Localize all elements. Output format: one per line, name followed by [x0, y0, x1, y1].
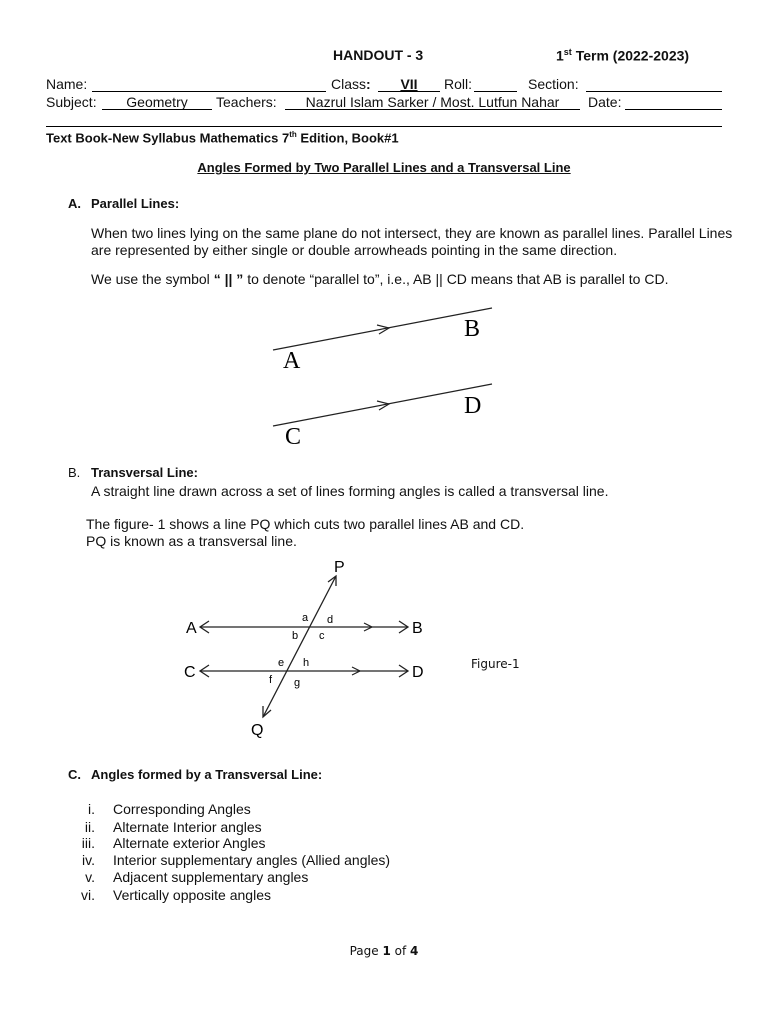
angle-e: e [278, 657, 285, 669]
class-underline [378, 91, 440, 92]
date-label: Date: [588, 94, 622, 110]
label-b: B [412, 620, 423, 637]
list-item-number: v. [85, 869, 95, 885]
line-cd [273, 384, 492, 426]
section-b-heading: Transversal Line: [91, 465, 198, 480]
list-item-text: Vertically opposite angles [113, 887, 271, 903]
list-item-number: iv. [82, 852, 95, 868]
subject-value: Geometry [126, 94, 188, 110]
section-a-heading: Parallel Lines: [91, 196, 180, 211]
list-item-text: Alternate exterior Angles [113, 835, 266, 851]
roll-label: Roll: [444, 76, 473, 92]
teachers-label: Teachers: [216, 94, 277, 110]
page-number [0, 944, 768, 958]
section-field[interactable] [586, 91, 722, 92]
label-c: C [184, 664, 196, 681]
parallel-symbol: “ || ” [213, 271, 244, 287]
label-d: D [464, 393, 482, 419]
line-ab [273, 308, 492, 350]
list-item-text: Corresponding Angles [113, 801, 251, 817]
angle-c: c [319, 630, 325, 642]
list-item-number: iii. [81, 835, 95, 851]
section-a-para2 [91, 271, 668, 287]
label-p: P [334, 559, 345, 576]
term-text: Term (2022-2023) [571, 47, 690, 64]
textbook-prefix: Text Book-New Syllabus Mathematics 7 [46, 130, 290, 146]
section-b-para-line1: The figure- 1 shows a line PQ which cuts two parallel lines AB and CD. [86, 516, 525, 532]
section-a-para1-line2: are represented by either single or double arrowheads pointing in the same direction. [91, 242, 618, 258]
list-item [65, 819, 262, 835]
page-of: of [390, 944, 411, 958]
handout-title: HANDOUT - 3 [333, 47, 424, 63]
list-item-text: Alternate Interior angles [113, 819, 262, 835]
list-item [65, 852, 390, 868]
list-item-number: ii. [84, 819, 95, 835]
angle-f: f [269, 674, 273, 686]
list-item [65, 835, 266, 851]
subject-underline [102, 109, 212, 110]
list-item [65, 801, 251, 817]
teachers-value: Nazrul Islam Sarker / Most. Lutfun Nahar [305, 94, 560, 110]
list-item-number: i. [88, 801, 95, 817]
figure-caption: Figure-1 [471, 657, 520, 671]
header-divider [46, 126, 722, 127]
list-item-number: vi. [81, 887, 95, 903]
name-label: Name: [46, 76, 88, 92]
label-d: D [412, 664, 424, 681]
label-b: B [464, 316, 481, 342]
class-value: VII [400, 76, 418, 92]
name-field[interactable] [92, 91, 326, 92]
roll-field[interactable] [474, 91, 517, 92]
arrowhead-q [263, 706, 271, 717]
section-a-para1-line1: When two lines lying on the same plane do not intersect, they are known as parallel lines. Parallel Lines [91, 225, 733, 241]
date-field[interactable] [625, 109, 722, 110]
angle-g: g [294, 677, 301, 689]
angle-b: b [292, 630, 299, 642]
term-number: 1 [556, 47, 564, 64]
section-c-marker: C. [68, 767, 81, 782]
page-current: 1 [382, 944, 391, 958]
label-a: A [186, 620, 197, 637]
subject-label: Subject: [46, 94, 97, 110]
term-label [556, 47, 689, 64]
angle-d: d [327, 614, 334, 626]
angle-a: a [302, 612, 309, 624]
list-item [65, 869, 308, 885]
class-colon: : [366, 76, 371, 92]
class-label [331, 76, 371, 92]
section-b-para-line2: PQ is known as a transversal line. [86, 533, 297, 549]
page-prefix: Page [349, 944, 383, 958]
teachers-underline [285, 109, 580, 110]
textbook-reference [46, 130, 399, 145]
angle-h: h [303, 657, 310, 669]
class-label-text: Class [331, 76, 367, 92]
para2-pre: We use the symbol [91, 271, 214, 287]
list-item-text: Adjacent supplementary angles [113, 869, 309, 885]
textbook-superscript: th [289, 130, 297, 139]
transversal-figure [180, 555, 440, 740]
section-a-marker: A. [68, 196, 81, 211]
term-superscript: st [563, 47, 572, 57]
label-q: Q [251, 722, 264, 739]
section-b-marker: B. [68, 465, 81, 480]
list-item-text: Interior supplementary angles (Allied angles) [113, 852, 391, 868]
para2-post: to denote “parallel to”, i.e., AB || CD means that AB is parallel to CD. [243, 271, 669, 287]
label-c: C [285, 424, 302, 450]
section-c-heading: Angles formed by a Transversal Line: [91, 767, 323, 782]
transversal-pq [263, 576, 336, 717]
section-label: Section: [528, 76, 579, 92]
parallel-lines-figure [265, 300, 505, 455]
list-item [65, 887, 271, 903]
section-b-definition: A straight line drawn across a set of lines forming angles is called a transversal line. [91, 483, 609, 499]
label-a: A [283, 348, 301, 374]
page-total: 4 [410, 944, 419, 958]
textbook-suffix: Edition, Book#1 [296, 130, 399, 146]
page-title: Angles Formed by Two Parallel Lines and a Transversal Line [197, 160, 571, 175]
